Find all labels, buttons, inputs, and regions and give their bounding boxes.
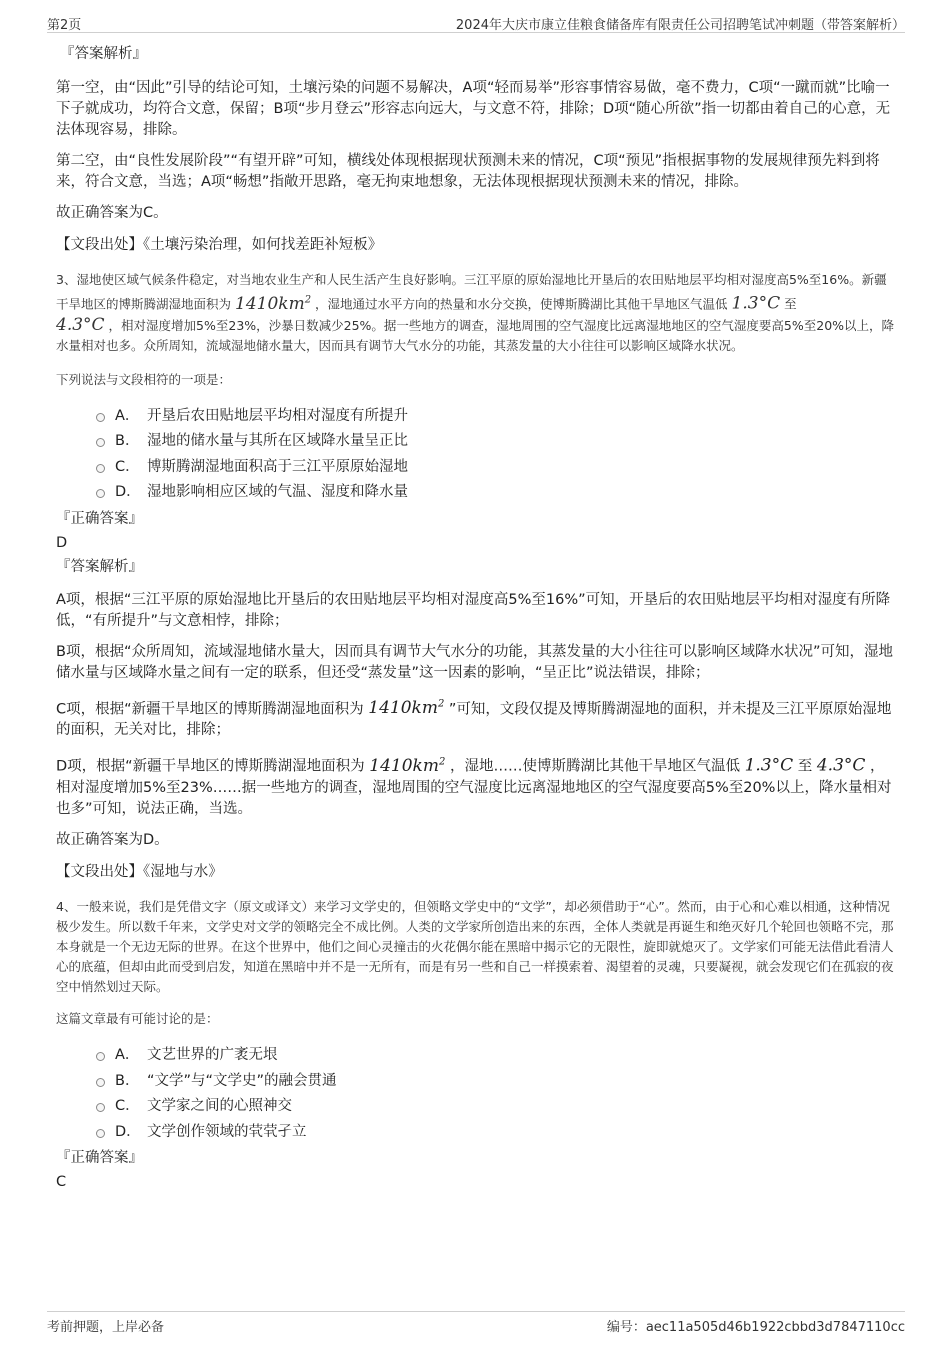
temp-low: 1.3°C — [731, 293, 781, 314]
q4-answer: C — [56, 1173, 67, 1190]
q2-analysis-para-1: 第一空，由“因此”引导的结论可知，土壤污染的问题不易解决，A项“轻而易举”形容事情容易做，毫不费力，C项“一蹴而就”比喻一下子就成功，均符合文意，保留；B项“步月登云”形容志向远大，与文意不符，排除；D项“随心所欲”指一切都由着自己的心意，无法体现容易，排除。 — [56, 80, 891, 138]
radio-icon[interactable] — [96, 1103, 105, 1112]
footer-slogan: 考前押题，上岸必备 — [47, 1320, 165, 1335]
q3-option-d[interactable]: D． 湿地影响相应区域的气温、湿度和降水量 — [96, 478, 898, 504]
page-header — [47, 10, 905, 33]
radio-icon[interactable] — [96, 1078, 105, 1087]
radio-icon[interactable] — [96, 1129, 105, 1138]
q3-options — [96, 402, 898, 504]
q3-option-b[interactable]: B． 湿地的储水量与其所在区域降水量呈正比 — [96, 427, 898, 453]
area-value: $1410km^2$ — [235, 293, 312, 314]
q4-passage: 4、一般来说，我们是凭借文字（原文或译文）来学习文学史的，但领略文学史中的“文学”，却必须借助于“心”。然而，由于心和心难以相通，这种情况极少发生。所以数千年来，文学史对文学的领略完全不成比例。人类的文学家所创造出来的东西，全体人类就是再诞生和绝灭好几个轮回也领略不完，那本身就是一个无边无际的世界。在这个世界中，他们之间心灵撞击的火花偶尔能在黑暗中揭示它的无限性，旋即就熄灭了。文学家们可能无法借此看清人心的底蕴，但却由此而受到启发，知道在黑暗中并不是一无所有，而是有另一些和自己一样摸索着、渴望着的灵魂，只要凝视，就会发现它们在孤寂的夜空中悄然划过天际。 — [56, 898, 894, 994]
q3-source: 【文段出处】《湿地与水》 — [56, 863, 223, 880]
q2-conclusion: 故正确答案为C。 — [56, 205, 168, 221]
radio-icon[interactable] — [96, 413, 105, 422]
q3-conclusion: 故正确答案为D。 — [56, 831, 169, 848]
q3-analysis-c: C项，根据“新疆干旱地区的博斯腾湖湿地面积为 $1410km^2$ ”可知，文段仅提及博斯腾湖湿地的面积，并未提及三江平原原始湿地的面积，无关对比，排除； — [56, 698, 892, 739]
q3-analysis-a: A项，根据“三江平原的原始湿地比开垦后的农田贴地层平均相对湿度高5%至16%”可知，开垦后的农田贴地层平均相对湿度有所降低，“有所提升”与文意相悖，排除； — [56, 591, 891, 629]
radio-icon[interactable] — [96, 438, 105, 447]
page-number: 第2页 — [47, 18, 82, 33]
q3-analysis-b: B项，根据“众所周知，流域湿地储水量大，因而具有调节大气水分的功能，其蒸发量的大小往往可以影响区域降水状况”可知，湿地储水量与区域降水量之间有一定的联系，但还受“蒸发量”这一因素的影响，“呈正比”说法错误，排除； — [56, 643, 893, 681]
footer-code: 编号：aec11a505d46b1922cbbd3d7847110cc — [606, 1320, 905, 1335]
q2-analysis-para-2: 第二空，由“良性发展阶段”“有望开辟”可知，横线处体现根据现状预测未来的情况，C项“预见”指根据事物的发展规律预先料到将来，符合文意，当选；A项“畅想”指敞开思路，毫无拘束地想象，无法体现根据现状预测未来的情况，排除。 — [56, 153, 880, 190]
q2-source: 【文段出处】《土壤污染治理，如何找差距补短板》 — [56, 237, 383, 253]
q3-answer-label: 『正确答案』 — [56, 510, 143, 527]
radio-icon[interactable] — [96, 464, 105, 473]
q3-prompt: 下列说法与文段相符的一项是： — [56, 371, 232, 387]
q4-option-c[interactable]: C． 文学家之间的心照神交 — [96, 1092, 898, 1118]
q3-answer: D — [56, 534, 68, 551]
radio-icon[interactable] — [96, 1052, 105, 1061]
q4-answer-label: 『正确答案』 — [56, 1149, 143, 1166]
q3-passage: 3、湿地使区域气候条件稳定，对当地农业生产和人民生活产生良好影响。三江平原的原始湿地比开垦后的农田贴地层平均相对湿度高5%至16%。新疆干旱地区的博斯腾湖湿地面积为 $1410km^2$ ，湿地通过水平方向的热量和水分交换，使博斯腾湖比其他干旱地区气温低 1.3°C 至 4.3°C ，相对湿度增加5%至23%，沙暴日数减少25%。据一些地方的调查，湿地周围的空气湿度比远离湿地地区的空气湿度要高5%至20%以上，降水量相对也多。众所周知，流域湿地储水量大，因而具有调节大气水分的功能，其蒸发量的大小往往可以影响区域降水状况。 — [56, 272, 895, 353]
q4-prompt: 这篇文章最有可能讨论的是： — [56, 1010, 219, 1026]
q3-option-a[interactable]: A． 开垦后农田贴地层平均相对湿度有所提升 — [96, 402, 898, 428]
q4-options — [96, 1041, 898, 1143]
q4-option-a[interactable]: A． 文艺世界的广袤无垠 — [96, 1041, 898, 1067]
temp-high: 4.3°C — [56, 314, 105, 335]
document-title: 2024年大庆市康立佳粮食储备库有限责任公司招聘笔试冲刺题（带答案解析） — [455, 18, 905, 33]
radio-icon[interactable] — [96, 489, 105, 498]
q2-analysis-label: 『答案解析』 — [60, 46, 147, 62]
page-footer — [47, 1311, 905, 1336]
q3-analysis-label: 『答案解析』 — [56, 558, 143, 575]
q4-option-b[interactable]: B． “文学”与“文学史”的融会贯通 — [96, 1066, 898, 1092]
q3-analysis-d: D项，根据“新疆干旱地区的博斯腾湖湿地面积为 $1410km^2$ ，湿地……使博斯腾湖比其他干旱地区气温低 1.3°C 至 4.3°C ，相对湿度增加5%至23%……据一些地方的调查，湿地周围的空气湿度比远离湿地地区的空气湿度要高5%至20%以上，降水量相对也多”可知，说法正确，当选。 — [56, 755, 892, 817]
q3-option-c[interactable]: C． 博斯腾湖湿地面积高于三江平原原始湿地 — [96, 453, 898, 479]
page-content — [56, 42, 898, 1197]
q4-option-d[interactable]: D． 文学创作领域的茕茕孑立 — [96, 1117, 898, 1143]
